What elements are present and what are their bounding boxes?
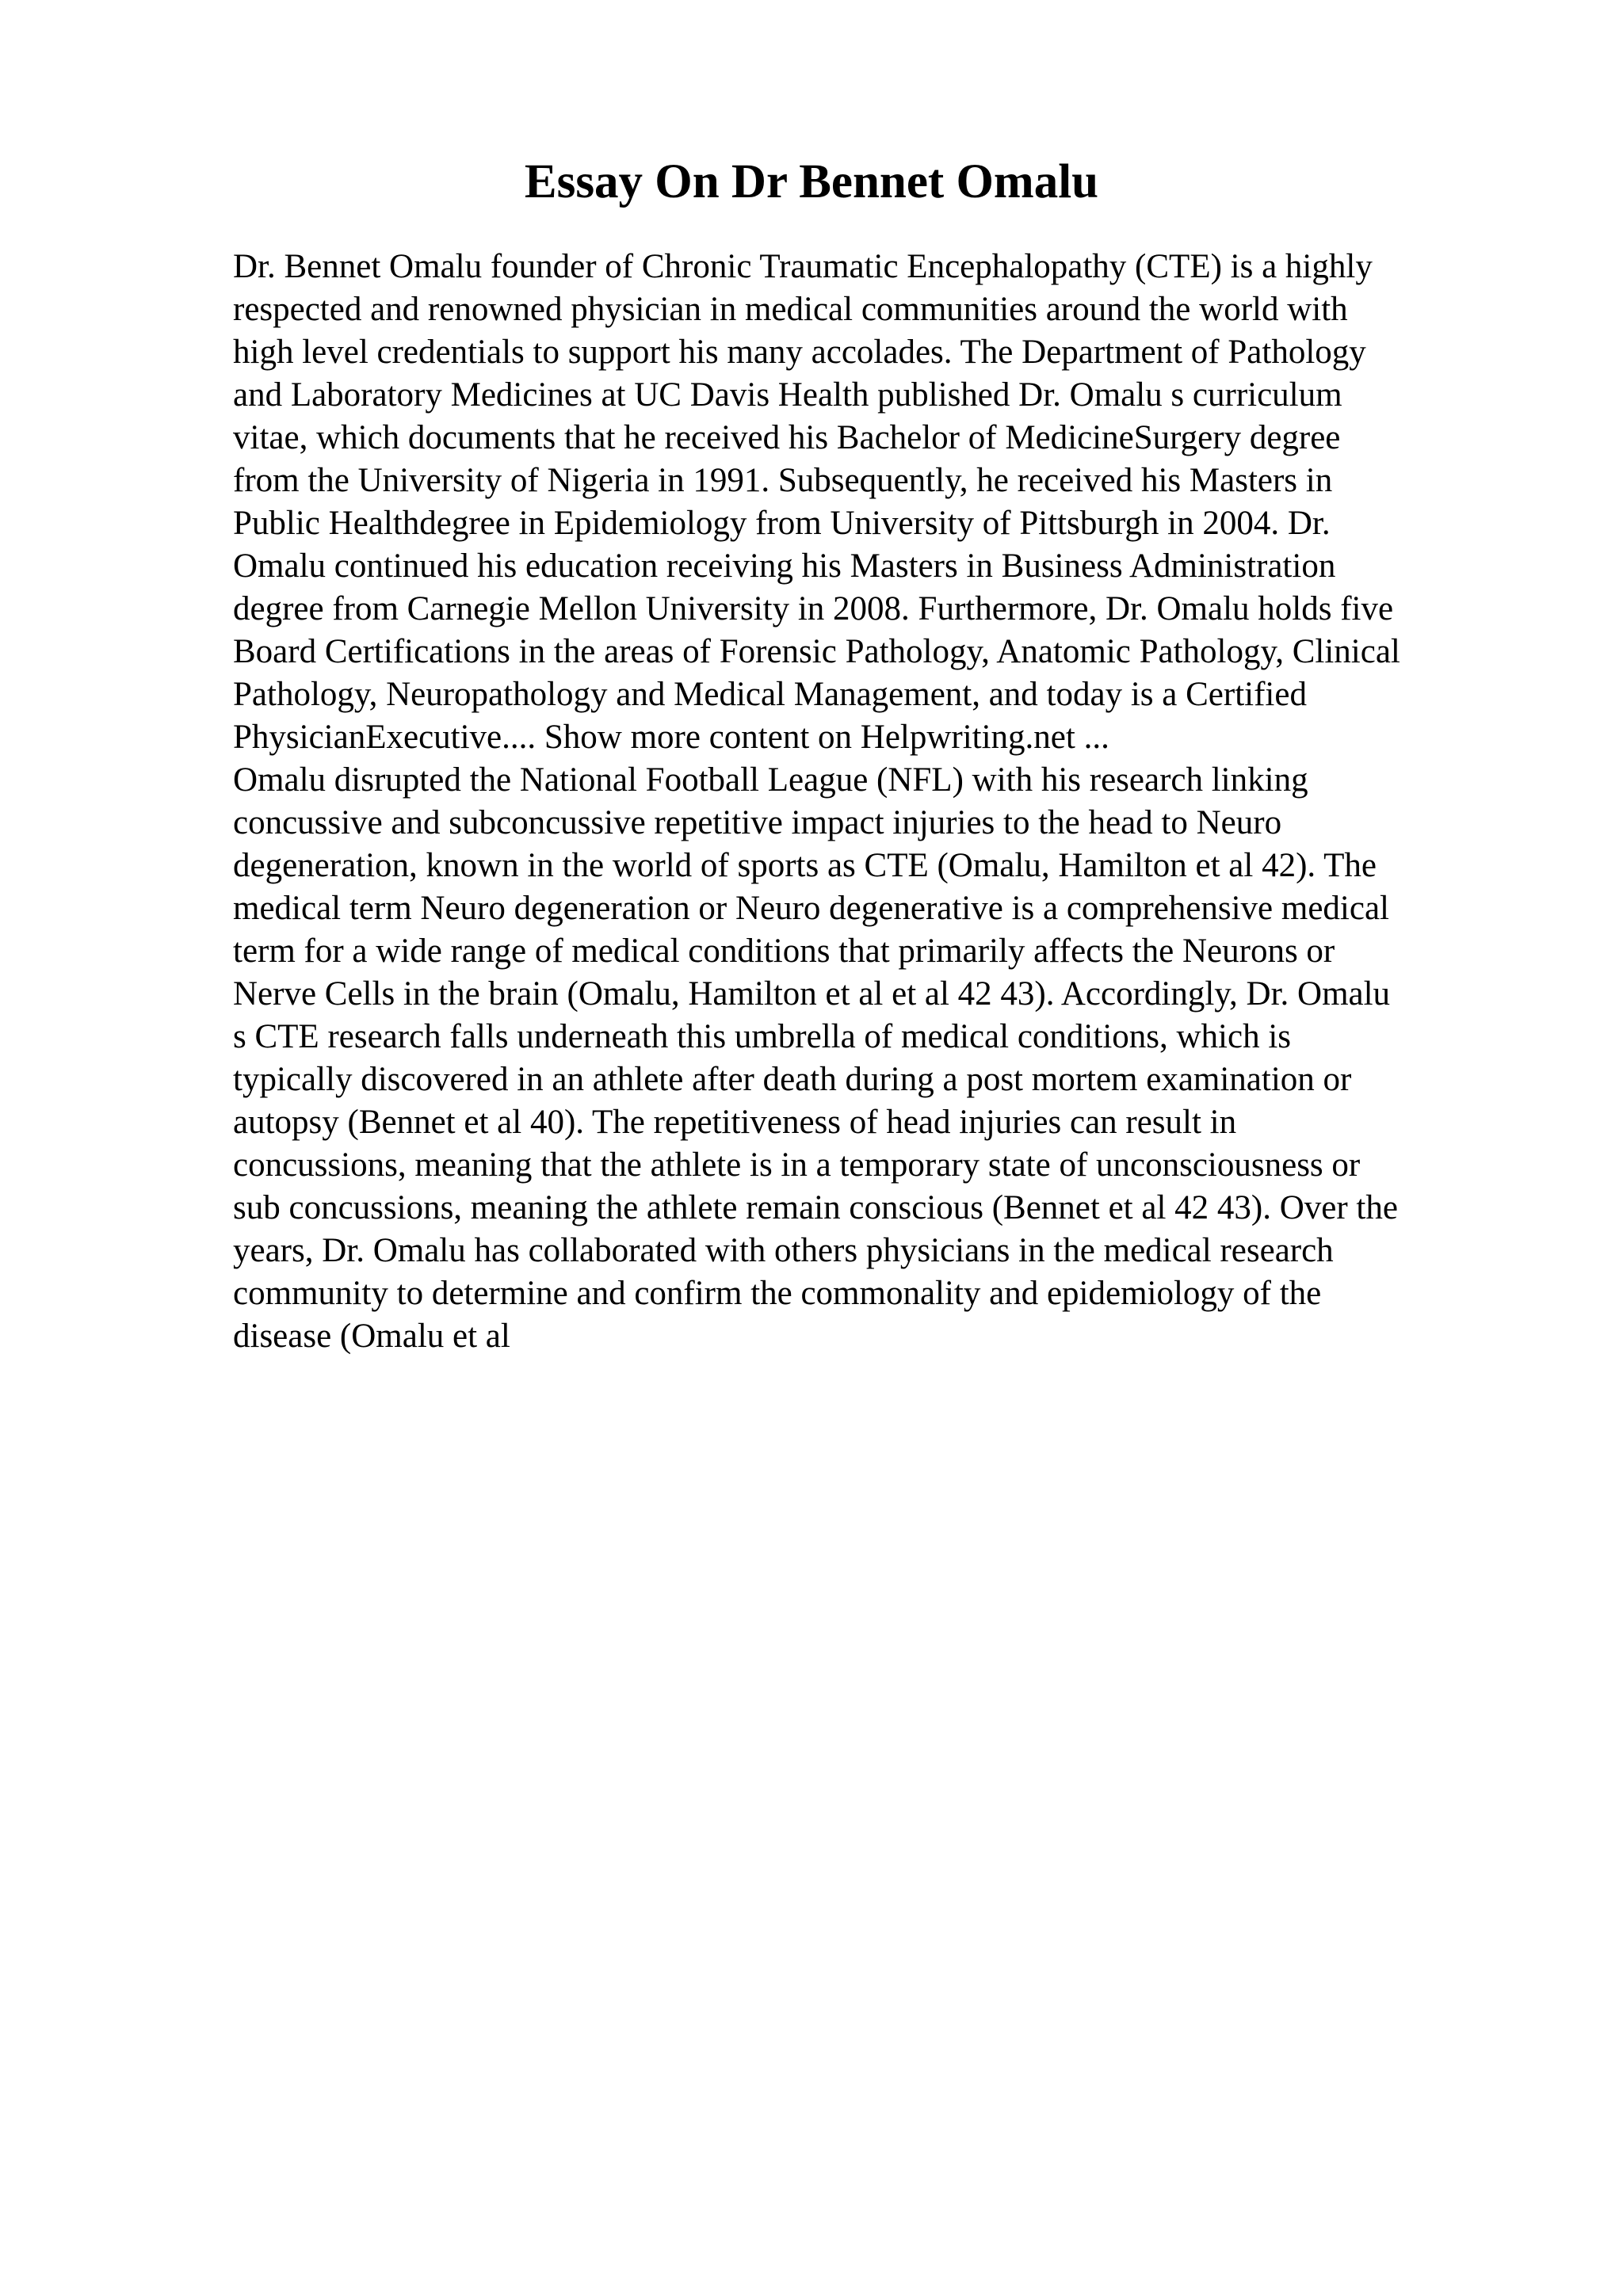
body-line: concussive and subconcussive repetitive impact injuries to the head to Neuro: [233, 804, 1282, 841]
body-line: Omalu disrupted the National Football League (NFL) with his research linking: [233, 761, 1308, 799]
body-line: and Laboratory Medicines at UC Davis Health published Dr. Omalu s curriculum: [233, 376, 1342, 414]
body-line: Omalu continued his education receiving his Masters in Business Administration: [233, 547, 1336, 585]
document-body: [233, 246, 1517, 1358]
body-line: respected and renowned physician in medical communities around the world with: [233, 291, 1348, 328]
body-line: Public Healthdegree in Epidemiology from University of Pittsburgh in 2004. Dr.: [233, 505, 1331, 542]
body-line: years, Dr. Omalu has collaborated with others physicians in the medical research: [233, 1232, 1334, 1269]
body-line: Nerve Cells in the brain (Omalu, Hamilton et al et al 42 43). Accordingly, Dr. Omalu: [233, 975, 1391, 1013]
body-line: disease (Omalu et al: [233, 1318, 510, 1355]
body-line: medical term Neuro degeneration or Neuro degenerative is a comprehensive medical: [233, 890, 1389, 927]
body-line: degeneration, known in the world of sports as CTE (Omalu, Hamilton et al 42). The: [233, 847, 1377, 884]
body-line: vitae, which documents that he received his Bachelor of MedicineSurgery degree: [233, 419, 1341, 456]
body-line: concussions, meaning that the athlete is in a temporary state of unconsciousness or: [233, 1146, 1361, 1184]
body-line: term for a wide range of medical conditions that primarily affects the Neurons or: [233, 933, 1335, 970]
body-line: community to determine and confirm the commonality and epidemiology of the: [233, 1275, 1322, 1312]
body-line: autopsy (Bennet et al 40). The repetitiveness of head injuries can result in: [233, 1104, 1237, 1141]
body-line: high level credentials to support his many accolades. The Department of Pathology: [233, 334, 1366, 371]
body-line: from the University of Nigeria in 1991. Subsequently, he received his Masters in: [233, 462, 1333, 499]
body-line: Pathology, Neuropathology and Medical Management, and today is a Certified: [233, 676, 1307, 713]
body-line: Board Certifications in the areas of Forensic Pathology, Anatomic Pathology, Clinical: [233, 633, 1400, 670]
body-line: s CTE research falls underneath this umbrella of medical conditions, which is: [233, 1018, 1292, 1055]
body-line: typically discovered in an athlete after death during a post mortem examination or: [233, 1061, 1352, 1098]
body-line: sub concussions, meaning the athlete remain conscious (Bennet et al 42 43). Over the: [233, 1189, 1398, 1226]
document-title: Essay On Dr Bennet Omalu: [524, 155, 1099, 208]
body-line: Dr. Bennet Omalu founder of Chronic Traumatic Encephalopathy (CTE) is a highly: [233, 248, 1373, 285]
body-line: PhysicianExecutive.... Show more content on Helpwriting.net ...: [233, 719, 1109, 756]
body-line: degree from Carnegie Mellon University in 2008. Furthermore, Dr. Omalu holds five: [233, 590, 1394, 627]
